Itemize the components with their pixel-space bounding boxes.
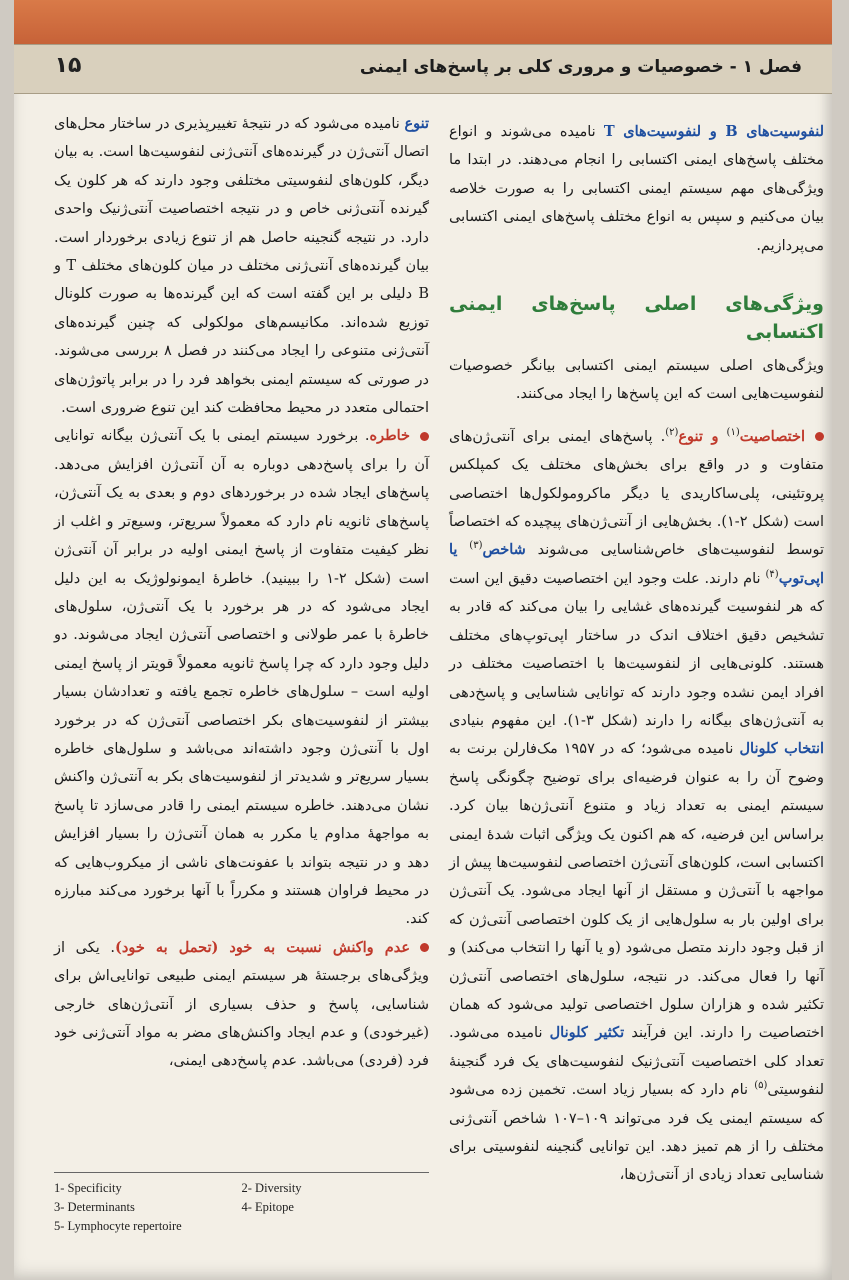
bullet-self-tolerance (54, 934, 429, 1076)
footnote-ref-2: (۲) (665, 427, 679, 439)
term-diversity-blue: تنوع (404, 115, 430, 132)
term-diversity: و تنوع (678, 427, 719, 445)
intro-text: نامیده می‌شوند و انواع مختلف پاسخ‌های ایمنی اکتسابی را انجام می‌دهند. در ابتدا ما ویژگی‌های مهم سیستم ایمنی اکتسابی را به صورت خلاصه بیان می‌کنیم و سپس به انواع مختلف پاسخ‌های ایمنی اکتسابی می‌پردازیم. (449, 124, 824, 254)
footnote-row (54, 1217, 429, 1236)
memory-text: . برخورد سیستم ایمنی با یک آنتی‌ژن بیگانه توانایی آن را برای پاسخ‌دهی دوباره به آن آنتی‌ژن افزایش می‌دهد. پاسخ‌های ایجاد شده در برخوردهای دوم و بعدی به یک آنتی‌ژن، پاسخ‌های ثانویه نام دارد که معمولاً سریع‌تر، وسیع‌تر و اغلب از نظر کیفیت متفاوت از پاسخ ایمنی اولیه در برابر آن آنتی‌ژن است (شکل ۲-۱ را ببینید). خاطرهٔ ایمونولوژیک به این دلیل ایجاد می‌شود که در هر برخورد با یک آنتی‌ژن، سلول‌های خاطرهٔ با عمر طولانی و اختصاصی آنتی‌ژن ایجاد می‌شوند. دو دلیل وجود دارد که چرا پاسخ ثانویه معمولاً قویتر از پاسخ ایمنی اولیه است – سلول‌های خاطره تجمع یافته و تعدادشان بسیار بیشتر از لنفوسیت‌های بکر اختصاصی آنتی‌ژن که در برخورد اول با آنتی‌ژن وجود داشته‌اند می‌باشد و سلول‌های خاطره بسیار سریع‌تر و شدیدتر از لنفوسیت‌های بکر به آنتی‌ژن واکنش نشان می‌دهند. خاطره سیستم ایمنی را قادر می‌سازد تا پاسخ به مواجههٔ مداوم یا مکرر به همان آنتی‌ژن را بسیار افزایش دهد و در نتیجه بتواند با عفونت‌های ناشی از میکروب‌هایی که در محیط فراوان هستند و مکرراً با آنها برخورد می‌کند مبارزه کند. (54, 428, 429, 928)
term-self-tolerance: عدم واکنش نسبت به خود (تحمل به خود) (115, 938, 410, 956)
bullet-icon (420, 943, 429, 952)
footnote-ref-1: (۱) (726, 427, 740, 439)
footnote-empty (242, 1217, 430, 1236)
footnote-row (54, 1179, 429, 1198)
bullet1-text-b: نام دارند. علت وجود این اختصاصیت دقیق این است که هر لنفوسیت گیرنده‌های غشایی را بیان می‌کند که قادر به تشخیص دقیق اختلاف اندک در ساختار اپی‌توپ‌های مختلف هستند. کلونی‌هایی از لنفوسیت‌ها با اختصاصیت مختلف در افراد ایمن نشده وجود دارند که توانایی شناسایی و پاسخ‌دهی به آنتی‌ژن‌های بیگانه را دارند (شکل ۳-۱). این مفهوم بنیادی (449, 570, 824, 729)
term-clonal-expansion: تکثیر کلونال (549, 1024, 625, 1042)
footnote-1: 1- Specificity (54, 1181, 122, 1195)
chapter-title: فصل ۱ - خصوصیات و مروری کلی بر پاسخ‌های ایمنی (359, 57, 802, 77)
bullet-specificity (449, 423, 824, 1190)
section-heading: ویژگی‌های اصلی پاسخ‌های ایمنی اکتسابی (449, 293, 824, 344)
footnote-ref-3: (۳) (469, 540, 483, 552)
diversity-paragraph (54, 110, 429, 422)
term-determinant: شاخص (482, 541, 526, 559)
bullet-icon (815, 432, 824, 441)
bullet1-text-c: نامیده می‌شود؛ که در ۱۹۵۷ مک‌فارلن برنت به وضوح آن را به عنوان فرضیه‌ای برای توضیح چگونگی پاسخ سیستم ایمنی به تعداد زیاد و متنوع آنتی‌ژن‌ها بیان کرد. براساس این فرضیه، که هم اکنون یک ویژگی اثبات شدهٔ ایمنی اکتسابی است، کلون‌های آنتی‌ژن اختصاصی لنفوسیت‌ها پیش از مواجهه با آنتی‌ژن و مستقل از آنها ایجاد می‌شود. یک آنتی‌ژن برای اولین بار به سلول‌هایی از یک کلون اختصاصی آنتی‌ژن که از قبل وجود دارند متصل می‌شود (و یا آنها را انتخاب می‌کند) و آنها را فعال می‌کند. در نتیجه، سلول‌های اختصاصی آنتی‌ژن تکثیر شده و هزاران سلول اختصاصی تولید می‌شود که همان اختصاصیت را دارند. این فرآیند (449, 741, 825, 1042)
bullet1-text-a: . پاسخ‌های ایمنی برای آنتی‌ژن‌های متفاوت و در واقع برای بخش‌های مختلف یک کمپلکس پروتئینی، پلی‌ساکاریدی یا دیگر ماکرومولکول‌ها اختصاصی است (شکل ۲-۱). بخش‌هایی از آنتی‌ژن‌های پیچیده که اختصاصاً توسط لنفوسیت‌های خاص‌شناسایی می‌شوند (449, 428, 825, 559)
bullet-memory (54, 422, 429, 933)
bullet1-text-e: نام دارد که بسیار زیاد است. تخمین زده می‌شود که سیستم ایمنی یک فرد می‌تواند ۱۰۹–۱۰۷ شاخص آنتی‌ژنی مختلف را از هم تمیز دهد. این توانایی گنجینه لنفوسیتی برای شناسایی تعداد زیادی از آنتی‌ژن‌ها، (449, 1082, 824, 1184)
footnotes (54, 1172, 429, 1236)
footnote-row (54, 1198, 429, 1217)
left-column (54, 110, 429, 1076)
intro-blue-term: لنفوسیت‌های B و لنفوسیت‌های T (603, 123, 824, 140)
intro-paragraph (449, 118, 824, 260)
term-memory: خاطره (369, 427, 410, 445)
footnote-3: 3- Determinants (54, 1200, 135, 1214)
term-epitope: یا اپی‌توپ (449, 541, 825, 587)
footnote-5: 5- Lymphocyte repertoire (54, 1219, 182, 1233)
term-clonal-selection: انتخاب کلونال (739, 740, 825, 758)
book-page (14, 0, 832, 1280)
footnote-ref-5: (۵) (754, 1080, 768, 1092)
footnote-4: 4- Epitope (241, 1200, 294, 1214)
bullet1-text-d: نامیده می‌شود. تعداد کلی اختصاصیت آنتی‌ژنیک لنفوسیت‌های یک فرد گنجینهٔ لنفوسیتی (449, 1025, 825, 1099)
diversity-text: نامیده می‌شود که در نتیجهٔ تغییرپذیری در ساختار محل‌های اتصال آنتی‌ژن در گیرنده‌های آنتی‌ژنی لنفوسیت‌ها است. به بیان دیگر، کلون‌های لنفوسیتی مختلفی وجود دارند که هر کلون یک گیرنده آنتی‌ژنی خاص و در نتیجه اختصاصیت آنتی‌ژنیک واحدی دارد. در نتیجه گنجینه حاصل هم از تنوع زیادی برخوردار است. بیان گیرنده‌های آنتی‌ژنی مختلف در میان کلون‌های مختلف T و B دلیلی بر این گفته است که این گیرنده‌ها به صورت کلونال توزیع شده‌اند. مکانیسم‌های مولکولی که چنین گیرنده‌های آنتی‌ژنی متنوعی را ایجاد می‌کنند در فصل ۸ بررسی می‌شوند. در صورتی که سیستم ایمنی بخواهد فرد را در برابر پاتوژن‌های احتمالی متعدد در محیط محافظت کند این تنوع ضروری است. (54, 116, 429, 417)
right-column (449, 118, 824, 1190)
footnote-ref-4: (۴) (765, 569, 779, 581)
self-tolerance-text: . یکی از ویژگی‌های برجستهٔ هر سیستم ایمنی طبیعی توانایی‌اش برای شناسایی، پاسخ و حذف بسیاری از آنتی‌ژن‌های خارجی (غیرخودی) و عدم ایجاد واکنش‌های مضر به مواد آنتی‌ژنی خود فرد (فردی) می‌باشد. عدم پاسخ‌دهی ایمنی، (54, 939, 429, 1070)
term-specificity: اختصاصیت (739, 427, 806, 445)
page-number: ۱۵ (54, 53, 82, 78)
section-intro: ویژگی‌های اصلی سیستم ایمنی اکتسابی بیانگر خصوصیات لنفوسیت‌هایی است که این پاسخ‌ها را ایجاد می‌کنند. (449, 358, 824, 403)
footnote-2: 2- Diversity (241, 1181, 302, 1195)
bullet-icon (420, 432, 429, 441)
